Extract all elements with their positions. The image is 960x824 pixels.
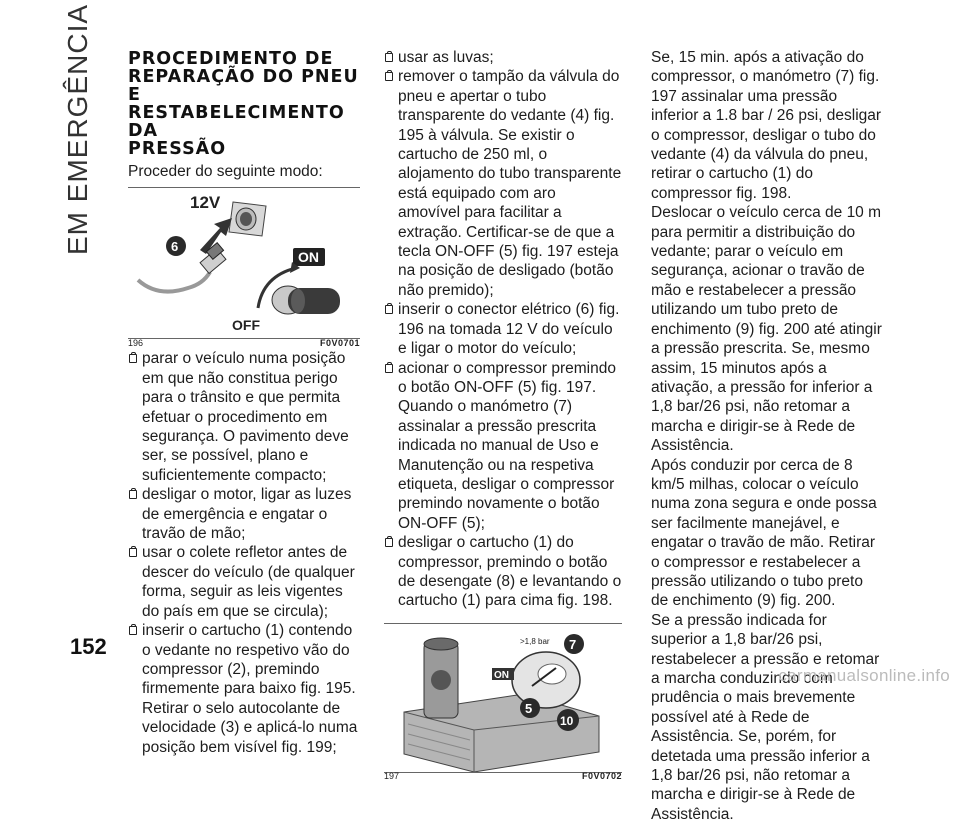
callout-5-label: 5 [525,700,533,716]
list-item: usar o colete refletor antes de descer do veículo (de qualquer forma, seguir as leis vigentes do país em que se circula); [128,543,360,621]
pressure-gauge-icon [512,652,580,708]
bullet-icon [385,538,393,547]
intro-text: Proceder do seguinte modo: [128,163,323,180]
list-item: inserir o conector elétrico (6) fig. 196 na tomada 12 V do veículo e ligar o motor do veículo; [384,300,622,358]
figure-197 [384,623,622,782]
bullet-icon [385,364,393,373]
column-1 [128,50,360,757]
list-item: usar as luvas; [384,48,622,67]
section-heading [128,50,360,158]
list-item: inserir o cartucho (1) contendo o vedante no respetivo vão do compressor (2), premindo firmemente para baixo fig. 195. Retirar o selo autocolante de velocidade (3) e aplicá-lo numa posição bem visível fig. 199; [128,621,360,757]
bullet-icon [129,490,137,499]
heading-line: PROCEDIMENTO DE [128,49,334,69]
list-item: remover o tampão da válvula do pneu e apertar o tubo transparente do vedante (4) fig. 195 à válvula. Se existir o cartucho de 250 ml, o alojamento do tubo transparente está equipado com aro amovível para facilitar a extração. Certificar-se de que a tecla ON-OFF (5) fig. 197 esteja na posição de desligado (botão não premido); [384,67,622,300]
column-2 [384,48,622,782]
off-label: OFF [232,317,260,334]
bullet-icon [129,626,137,635]
heading-line: PRESSÃO [128,139,227,159]
figure-196 [128,187,360,348]
label-12v: 12V [190,193,221,213]
callout-6-label: 6 [171,239,179,255]
bullet-icon [385,53,393,62]
paragraph: Após conduzir por cerca de 8 km/5 milhas, colocar o veículo numa zona segura e onde possa ser facilmente manejável, e engatar o travão de mão. Retirar o compressor e restabelecer a pressão utilizando o tubo preto de enchimento (9) fig. 200. [651,456,877,610]
heading-line: REPARAÇÃO DO PNEU E [128,67,359,105]
bullet-icon [385,305,393,314]
socket-illustration [128,188,360,338]
column-3 [651,48,883,824]
list-item: desligar o cartucho (1) do compressor, premindo o botão de desengate (8) e levantando o cartucho (1) para cima fig. 198. [384,533,622,611]
callout-10-label: 10 [560,713,574,728]
figure-code: F0V0702 [581,771,622,782]
on-label: ON [494,669,509,681]
bullet-icon [385,72,393,81]
paragraph: Deslocar o veículo cerca de 10 m para permitir a distribuição do vedante; parar o veículo em segurança, acionar o travão de mão e restabelecer a pressão utilizando um tubo preto de enchimento (9) fig. 200 até atingir a pressão prescrita. Se, mesmo assim, 15 minutos após a ativação, a pressão for inferior a 1,8 bar/26 psi, não retomar a marcha e dirigir-se à Rede de Assistência. [651,204,882,455]
figure-code: F0V0701 [319,338,360,348]
list-item: desligar o motor, ligar as luzes de emergência e engatar o travão de mão; [128,485,360,543]
section-side-label: EM EMERGÊNCIA [62,3,93,255]
figure-number: 196 [128,338,144,348]
page-number: 152 [70,634,107,659]
on-label: ON [298,249,319,266]
bullet-icon [129,548,137,557]
pressure-label: >1,8 bar [520,636,550,646]
ignition-key-icon [272,286,340,314]
watermark[interactable]: carmanualsonline.info [778,666,950,685]
sealant-cartridge-icon [424,638,458,718]
compressor-illustration [384,624,622,772]
paragraph: Se, 15 min. após a ativação do compressor, o manómetro (7) fig. 197 assinalar uma pressão inferior a 1.8 bar / 26 psi, desligar o compressor, desligar o tubo do vedante (4) da válvula do pneu, retirar o cartucho (1) do compressor fig. 198. [651,49,882,202]
power-socket-icon [229,202,266,236]
heading-line: RESTABELECIMENTO DA [128,103,345,141]
list-item: parar o veículo numa posição em que não constitua perigo para o trânsito e que permita efetuar o procedimento em segurança. O pavimento deve ser, se possível, plano e suficientemente compacto; [128,349,360,485]
bullet-icon [129,354,137,363]
paragraph: Se a pressão indicada for superior a 1,8 bar/26 psi, restabelecer a pressão e retomar a marcha conduzindo com prudência o mais brevemente possível até à Rede de Assistência. Se, porém, for detetada uma pressão inferior a 1,8 bar/26 psi, não retomar a marcha e dirigir-se à Rede de Assistência. [651,611,880,823]
figure-number: 197 [384,771,400,782]
list-item: acionar o compressor premindo o botão ON-OFF (5) fig. 197. Quando o manómetro (7) assinalar a pressão prescrita indicada no manual de Uso e Manutenção ou na respetiva etiqueta, desligar o compressor premindo novamente o botão ON-OFF (5); [384,359,622,534]
callout-7-label: 7 [569,636,577,652]
